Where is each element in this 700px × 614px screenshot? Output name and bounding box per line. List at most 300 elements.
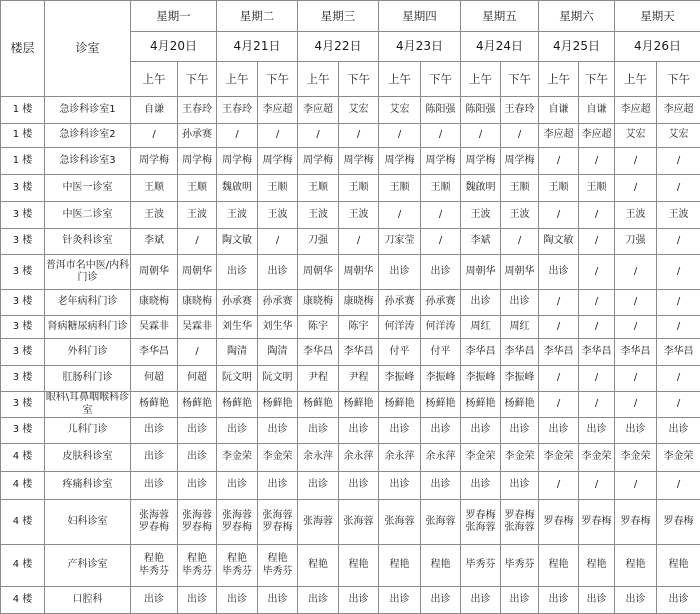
doctor-cell: 出诊 — [539, 418, 579, 444]
doctor-cell: / — [657, 255, 700, 290]
table-row — [1, 545, 700, 587]
doctor-cell: 周学梅 — [258, 148, 298, 175]
doctor-cell: 陈宇 — [298, 316, 339, 339]
doctor-cell: 何洋涛 — [379, 316, 421, 339]
doctor-cell: 王波 — [178, 202, 217, 229]
floor-cell: 4 楼 — [1, 545, 45, 587]
doctor-cell: / — [615, 255, 657, 290]
doctor-cell: / — [579, 316, 615, 339]
doctor-cell: 程艳 毕秀芬 — [217, 545, 258, 587]
clinic-column-header: 诊室 — [45, 1, 131, 97]
doctor-cell: 周红 — [501, 316, 539, 339]
clinic-name-cell: 皮肤科诊室 — [45, 444, 131, 472]
doctor-cell: / — [421, 124, 461, 148]
doctor-cell: 刘生华 — [258, 316, 298, 339]
doctor-cell: / — [501, 229, 539, 255]
afternoon-header: 下午 — [178, 62, 217, 97]
table-row — [1, 472, 700, 500]
doctor-cell: 程艳 — [657, 545, 700, 587]
doctor-cell: 张海蓉 罗春梅 — [217, 500, 258, 545]
doctor-cell: 陶文敏 — [217, 229, 258, 255]
doctor-cell: 程艳 — [298, 545, 339, 587]
doctor-cell: 李华昌 — [579, 339, 615, 366]
doctor-cell: 周朝华 — [298, 255, 339, 290]
doctor-cell: 罗春梅 — [615, 500, 657, 545]
doctor-cell: 出诊 — [178, 472, 217, 500]
doctor-cell: / — [579, 202, 615, 229]
doctor-cell: / — [461, 124, 501, 148]
doctor-cell: 李应超 — [539, 124, 579, 148]
doctor-cell: 出诊 — [339, 587, 379, 614]
doctor-cell: 杨藓艳 — [421, 392, 461, 418]
doctor-cell: 罗春梅 — [657, 500, 700, 545]
date-header: 4月21日 — [217, 32, 298, 62]
doctor-cell: 刀强 — [298, 229, 339, 255]
doctor-cell: 王顺 — [501, 175, 539, 202]
doctor-cell: 张海蓉 罗春梅 — [178, 500, 217, 545]
doctor-cell: 出诊 — [461, 472, 501, 500]
date-header: 4月25日 — [539, 32, 615, 62]
doctor-cell: 出诊 — [579, 418, 615, 444]
doctor-cell: / — [217, 124, 258, 148]
clinic-name-cell: 外科门诊 — [45, 339, 131, 366]
morning-header: 上午 — [379, 62, 421, 97]
doctor-cell: / — [421, 202, 461, 229]
doctor-cell: / — [539, 392, 579, 418]
doctor-cell: 李应超 — [615, 97, 657, 124]
doctor-cell: 出诊 — [461, 418, 501, 444]
doctor-cell: 出诊 — [131, 472, 178, 500]
doctor-cell: 王波 — [339, 202, 379, 229]
doctor-cell: 出诊 — [421, 255, 461, 290]
table-row — [1, 392, 700, 418]
doctor-cell: 出诊 — [657, 418, 700, 444]
morning-header: 上午 — [131, 62, 178, 97]
doctor-cell: 王顺 — [421, 175, 461, 202]
clinic-name-cell: 妇科诊室 — [45, 500, 131, 545]
doctor-cell: 程艳 毕秀芬 — [258, 545, 298, 587]
doctor-cell: 出诊 — [258, 418, 298, 444]
table-row — [1, 175, 700, 202]
doctor-cell: 出诊 — [178, 587, 217, 614]
doctor-cell: 李华昌 — [461, 339, 501, 366]
doctor-cell: 刘生华 — [217, 316, 258, 339]
doctor-cell: 出诊 — [298, 472, 339, 500]
doctor-cell: 周朝华 — [501, 255, 539, 290]
doctor-cell: / — [579, 366, 615, 392]
doctor-cell: 出诊 — [339, 418, 379, 444]
doctor-cell: 李振峰 — [461, 366, 501, 392]
doctor-cell: 王顺 — [178, 175, 217, 202]
doctor-cell: 出诊 — [339, 472, 379, 500]
doctor-cell: / — [298, 124, 339, 148]
doctor-cell: 康晓梅 — [298, 290, 339, 316]
doctor-cell: 周学梅 — [178, 148, 217, 175]
doctor-cell: 周学梅 — [379, 148, 421, 175]
floor-cell: 1 楼 — [1, 148, 45, 175]
doctor-cell: 刀强 — [615, 229, 657, 255]
doctor-cell: 出诊 — [379, 255, 421, 290]
doctor-cell: 李华昌 — [539, 339, 579, 366]
doctor-cell: 张海蓉 罗春梅 — [131, 500, 178, 545]
doctor-cell: 出诊 — [501, 587, 539, 614]
doctor-cell: 张海蓉 — [339, 500, 379, 545]
floor-cell: 3 楼 — [1, 255, 45, 290]
clinic-name-cell: 普洱市名中医/内科门诊 — [45, 255, 131, 290]
doctor-cell: / — [579, 255, 615, 290]
doctor-cell: 李斌 — [461, 229, 501, 255]
doctor-cell: 李金荣 — [461, 444, 501, 472]
floor-cell: 4 楼 — [1, 472, 45, 500]
doctor-cell: 李华昌 — [657, 339, 700, 366]
doctor-cell: / — [579, 392, 615, 418]
doctor-cell: 陶清 — [217, 339, 258, 366]
doctor-cell: / — [579, 229, 615, 255]
doctor-cell: 出诊 — [501, 418, 539, 444]
floor-cell: 3 楼 — [1, 175, 45, 202]
doctor-cell: 出诊 — [131, 587, 178, 614]
doctor-cell: 张海蓉 — [421, 500, 461, 545]
doctor-cell: 张海蓉 — [298, 500, 339, 545]
afternoon-header: 下午 — [501, 62, 539, 97]
doctor-cell: 出诊 — [131, 444, 178, 472]
doctor-cell: 自谦 — [579, 97, 615, 124]
doctor-cell: / — [579, 472, 615, 500]
doctor-cell: / — [539, 366, 579, 392]
doctor-cell: 王波 — [615, 202, 657, 229]
afternoon-header: 下午 — [657, 62, 700, 97]
doctor-cell: 付平 — [421, 339, 461, 366]
doctor-cell: 出诊 — [461, 290, 501, 316]
doctor-cell: 王顺 — [298, 175, 339, 202]
doctor-cell: 杨藓艳 — [379, 392, 421, 418]
morning-header: 上午 — [461, 62, 501, 97]
floor-cell: 4 楼 — [1, 500, 45, 545]
afternoon-header: 下午 — [339, 62, 379, 97]
doctor-cell: 出诊 — [217, 255, 258, 290]
morning-header: 上午 — [539, 62, 579, 97]
doctor-cell: 出诊 — [539, 255, 579, 290]
doctor-cell: / — [339, 229, 379, 255]
doctor-cell: 陶文敏 — [539, 229, 579, 255]
doctor-cell: 毕秀芬 — [501, 545, 539, 587]
doctor-cell: 吴霖非 — [178, 316, 217, 339]
doctor-cell: 杨藓艳 — [461, 392, 501, 418]
doctor-cell: 罗春梅 — [539, 500, 579, 545]
doctor-cell: 周朝华 — [461, 255, 501, 290]
floor-cell: 4 楼 — [1, 444, 45, 472]
doctor-cell: / — [539, 316, 579, 339]
doctor-cell: 李华昌 — [615, 339, 657, 366]
clinic-name-cell: 急诊科诊室3 — [45, 148, 131, 175]
doctor-cell: 罗春梅 — [579, 500, 615, 545]
doctor-cell: 出诊 — [421, 418, 461, 444]
doctor-cell: 出诊 — [379, 418, 421, 444]
doctor-cell: / — [178, 229, 217, 255]
doctor-cell: 出诊 — [615, 587, 657, 614]
doctor-cell: 孙承赛 — [258, 290, 298, 316]
doctor-cell: / — [379, 124, 421, 148]
doctor-cell: 毕秀芬 — [461, 545, 501, 587]
doctor-cell: 出诊 — [217, 418, 258, 444]
table-row — [1, 587, 700, 614]
doctor-cell: 王顺 — [131, 175, 178, 202]
doctor-cell: / — [615, 316, 657, 339]
doctor-cell: 李应超 — [579, 124, 615, 148]
doctor-cell: 孙承赛 — [178, 124, 217, 148]
afternoon-header: 下午 — [421, 62, 461, 97]
doctor-cell: 李华昌 — [501, 339, 539, 366]
doctor-cell: 出诊 — [258, 587, 298, 614]
doctor-cell: / — [615, 175, 657, 202]
doctor-cell: 出诊 — [379, 472, 421, 500]
doctor-cell: 王波 — [258, 202, 298, 229]
doctor-cell: 周朝华 — [131, 255, 178, 290]
doctor-cell: 王波 — [131, 202, 178, 229]
doctor-cell: / — [539, 472, 579, 500]
doctor-cell: 周学梅 — [421, 148, 461, 175]
floor-cell: 1 楼 — [1, 124, 45, 148]
doctor-cell: 李华昌 — [339, 339, 379, 366]
doctor-cell: 周学梅 — [339, 148, 379, 175]
doctor-cell: 李应超 — [298, 97, 339, 124]
table-row — [1, 97, 700, 124]
doctor-cell: 出诊 — [178, 418, 217, 444]
doctor-cell: 出诊 — [131, 418, 178, 444]
doctor-cell: / — [615, 366, 657, 392]
doctor-cell: 杨藓艳 — [501, 392, 539, 418]
clinic-name-cell: 肛肠科门诊 — [45, 366, 131, 392]
doctor-cell: / — [131, 124, 178, 148]
doctor-cell: 出诊 — [501, 290, 539, 316]
doctor-cell: 杨藓艳 — [298, 392, 339, 418]
date-header: 4月20日 — [131, 32, 217, 62]
doctor-cell: 程艳 — [539, 545, 579, 587]
doctor-cell: 李金荣 — [579, 444, 615, 472]
doctor-cell: 出诊 — [217, 587, 258, 614]
table-row — [1, 316, 700, 339]
doctor-cell: / — [657, 472, 700, 500]
clinic-name-cell: 中医二诊室 — [45, 202, 131, 229]
clinic-name-cell: 肾病糖尿病科门诊 — [45, 316, 131, 339]
doctor-cell: 周学梅 — [501, 148, 539, 175]
table-row — [1, 418, 700, 444]
doctor-cell: / — [615, 472, 657, 500]
date-header: 4月24日 — [461, 32, 539, 62]
doctor-cell: 王波 — [501, 202, 539, 229]
doctor-cell: 魏啟明 — [217, 175, 258, 202]
table-row — [1, 339, 700, 366]
doctor-cell: / — [258, 229, 298, 255]
doctor-cell: 李振峰 — [421, 366, 461, 392]
doctor-cell: 罗春梅 张海蓉 — [461, 500, 501, 545]
doctor-cell: 孙承赛 — [379, 290, 421, 316]
doctor-cell: 周学梅 — [461, 148, 501, 175]
table-row — [1, 500, 700, 545]
floor-cell: 3 楼 — [1, 202, 45, 229]
table-row — [1, 444, 700, 472]
date-header: 4月23日 — [379, 32, 461, 62]
doctor-cell: 康晓梅 — [131, 290, 178, 316]
floor-cell: 4 楼 — [1, 587, 45, 614]
doctor-cell: / — [615, 290, 657, 316]
doctor-cell: 周红 — [461, 316, 501, 339]
doctor-cell: / — [258, 124, 298, 148]
doctor-cell: 李华昌 — [298, 339, 339, 366]
doctor-cell: 杨藓艳 — [339, 392, 379, 418]
doctor-cell: / — [421, 229, 461, 255]
clinic-name-cell: 眼科\耳鼻咽喉科诊室 — [45, 392, 131, 418]
doctor-cell: 艾宏 — [615, 124, 657, 148]
weekday-header: 星期三 — [298, 1, 379, 32]
doctor-cell: 孙承赛 — [217, 290, 258, 316]
table-row — [1, 124, 700, 148]
doctor-cell: 何洋涛 — [421, 316, 461, 339]
doctor-cell: 艾宏 — [379, 97, 421, 124]
doctor-cell: 陈阳强 — [461, 97, 501, 124]
doctor-cell: 魏啟明 — [461, 175, 501, 202]
doctor-cell: 王顺 — [258, 175, 298, 202]
floor-cell: 3 楼 — [1, 290, 45, 316]
doctor-cell: 杨藓艳 — [217, 392, 258, 418]
doctor-cell: 李金荣 — [657, 444, 700, 472]
doctor-cell: 出诊 — [615, 418, 657, 444]
doctor-cell: 王春玲 — [178, 97, 217, 124]
doctor-cell: 王顺 — [579, 175, 615, 202]
table-row — [1, 290, 700, 316]
table-row — [1, 255, 700, 290]
doctor-cell: / — [615, 392, 657, 418]
doctor-cell: 王顺 — [539, 175, 579, 202]
doctor-cell: 出诊 — [539, 587, 579, 614]
weekday-header: 星期二 — [217, 1, 298, 32]
clinic-name-cell: 儿科门诊 — [45, 418, 131, 444]
doctor-cell: / — [339, 124, 379, 148]
clinic-name-cell: 急诊科诊室1 — [45, 97, 131, 124]
clinic-name-cell: 口腔科 — [45, 587, 131, 614]
doctor-cell: 周朝华 — [178, 255, 217, 290]
doctor-cell: 尹程 — [298, 366, 339, 392]
doctor-cell: 康晓梅 — [178, 290, 217, 316]
doctor-cell: 孙承赛 — [421, 290, 461, 316]
doctor-cell: / — [579, 290, 615, 316]
doctor-cell: / — [657, 392, 700, 418]
doctor-cell: / — [657, 175, 700, 202]
doctor-cell: 李振峰 — [379, 366, 421, 392]
doctor-cell: 李金荣 — [501, 444, 539, 472]
doctor-cell: 康晓梅 — [339, 290, 379, 316]
clinic-name-cell: 产科诊室 — [45, 545, 131, 587]
doctor-cell: 李金荣 — [258, 444, 298, 472]
clinic-name-cell: 针灸科诊室 — [45, 229, 131, 255]
doctor-cell: 程艳 — [615, 545, 657, 587]
doctor-cell: 杨藓艳 — [258, 392, 298, 418]
afternoon-header: 下午 — [258, 62, 298, 97]
doctor-cell: 王春玲 — [501, 97, 539, 124]
doctor-cell: 出诊 — [579, 587, 615, 614]
doctor-cell: 艾宏 — [339, 97, 379, 124]
doctor-cell: 余永萍 — [298, 444, 339, 472]
doctor-cell: 艾宏 — [657, 124, 700, 148]
doctor-cell: 李振峰 — [501, 366, 539, 392]
doctor-cell: 张海蓉 罗春梅 — [258, 500, 298, 545]
doctor-cell: / — [178, 339, 217, 366]
doctor-cell: 李金荣 — [615, 444, 657, 472]
clinic-name-cell: 老年病科门诊 — [45, 290, 131, 316]
doctor-cell: 余永萍 — [339, 444, 379, 472]
doctor-cell: 杨藓艳 — [178, 392, 217, 418]
doctor-cell: 出诊 — [298, 418, 339, 444]
weekday-header: 星期五 — [461, 1, 539, 32]
table-body — [1, 97, 700, 614]
doctor-cell: 王波 — [217, 202, 258, 229]
doctor-cell: 李金荣 — [217, 444, 258, 472]
weekday-header: 星期天 — [615, 1, 700, 32]
doctor-cell: 陶清 — [258, 339, 298, 366]
doctor-cell: 李华昌 — [131, 339, 178, 366]
doctor-cell: 程艳 — [339, 545, 379, 587]
doctor-cell: 出诊 — [379, 587, 421, 614]
morning-header: 上午 — [298, 62, 339, 97]
doctor-cell: 周学梅 — [298, 148, 339, 175]
doctor-cell: 何超 — [178, 366, 217, 392]
doctor-cell: 出诊 — [657, 587, 700, 614]
doctor-cell: 李应超 — [258, 97, 298, 124]
doctor-cell: 自谦 — [539, 97, 579, 124]
doctor-cell: 王顺 — [339, 175, 379, 202]
doctor-cell: 出诊 — [461, 587, 501, 614]
doctor-cell: / — [539, 148, 579, 175]
doctor-cell: 阮文明 — [258, 366, 298, 392]
table-row — [1, 148, 700, 175]
doctor-cell: / — [501, 124, 539, 148]
table-row — [1, 229, 700, 255]
doctor-cell: 程艳 — [579, 545, 615, 587]
doctor-cell: 张海蓉 — [379, 500, 421, 545]
doctor-cell: 王波 — [461, 202, 501, 229]
doctor-cell: 自谦 — [131, 97, 178, 124]
floor-cell: 3 楼 — [1, 418, 45, 444]
doctor-cell: / — [379, 202, 421, 229]
doctor-cell: 罗春梅 张海蓉 — [501, 500, 539, 545]
floor-cell: 3 楼 — [1, 339, 45, 366]
doctor-cell: 周朝华 — [339, 255, 379, 290]
doctor-cell: 尹程 — [339, 366, 379, 392]
afternoon-header: 下午 — [579, 62, 615, 97]
doctor-cell: 余永萍 — [379, 444, 421, 472]
doctor-cell: 出诊 — [421, 587, 461, 614]
doctor-cell: 王春玲 — [217, 97, 258, 124]
doctor-cell: 王波 — [298, 202, 339, 229]
doctor-cell: 余永萍 — [421, 444, 461, 472]
doctor-cell: 王波 — [657, 202, 700, 229]
doctor-cell: 程艳 毕秀芬 — [178, 545, 217, 587]
doctor-cell: / — [657, 316, 700, 339]
doctor-cell: 阮文明 — [217, 366, 258, 392]
doctor-cell: 李斌 — [131, 229, 178, 255]
table-header — [1, 1, 700, 97]
doctor-cell: 李应超 — [657, 97, 700, 124]
doctor-cell: 程艳 — [421, 545, 461, 587]
weekday-header: 星期六 — [539, 1, 615, 32]
doctor-cell: / — [579, 148, 615, 175]
doctor-cell: / — [657, 366, 700, 392]
doctor-cell: 王顺 — [379, 175, 421, 202]
doctor-cell: 李金荣 — [539, 444, 579, 472]
doctor-cell: 杨藓艳 — [131, 392, 178, 418]
weekday-header: 星期四 — [379, 1, 461, 32]
doctor-cell: 出诊 — [178, 444, 217, 472]
